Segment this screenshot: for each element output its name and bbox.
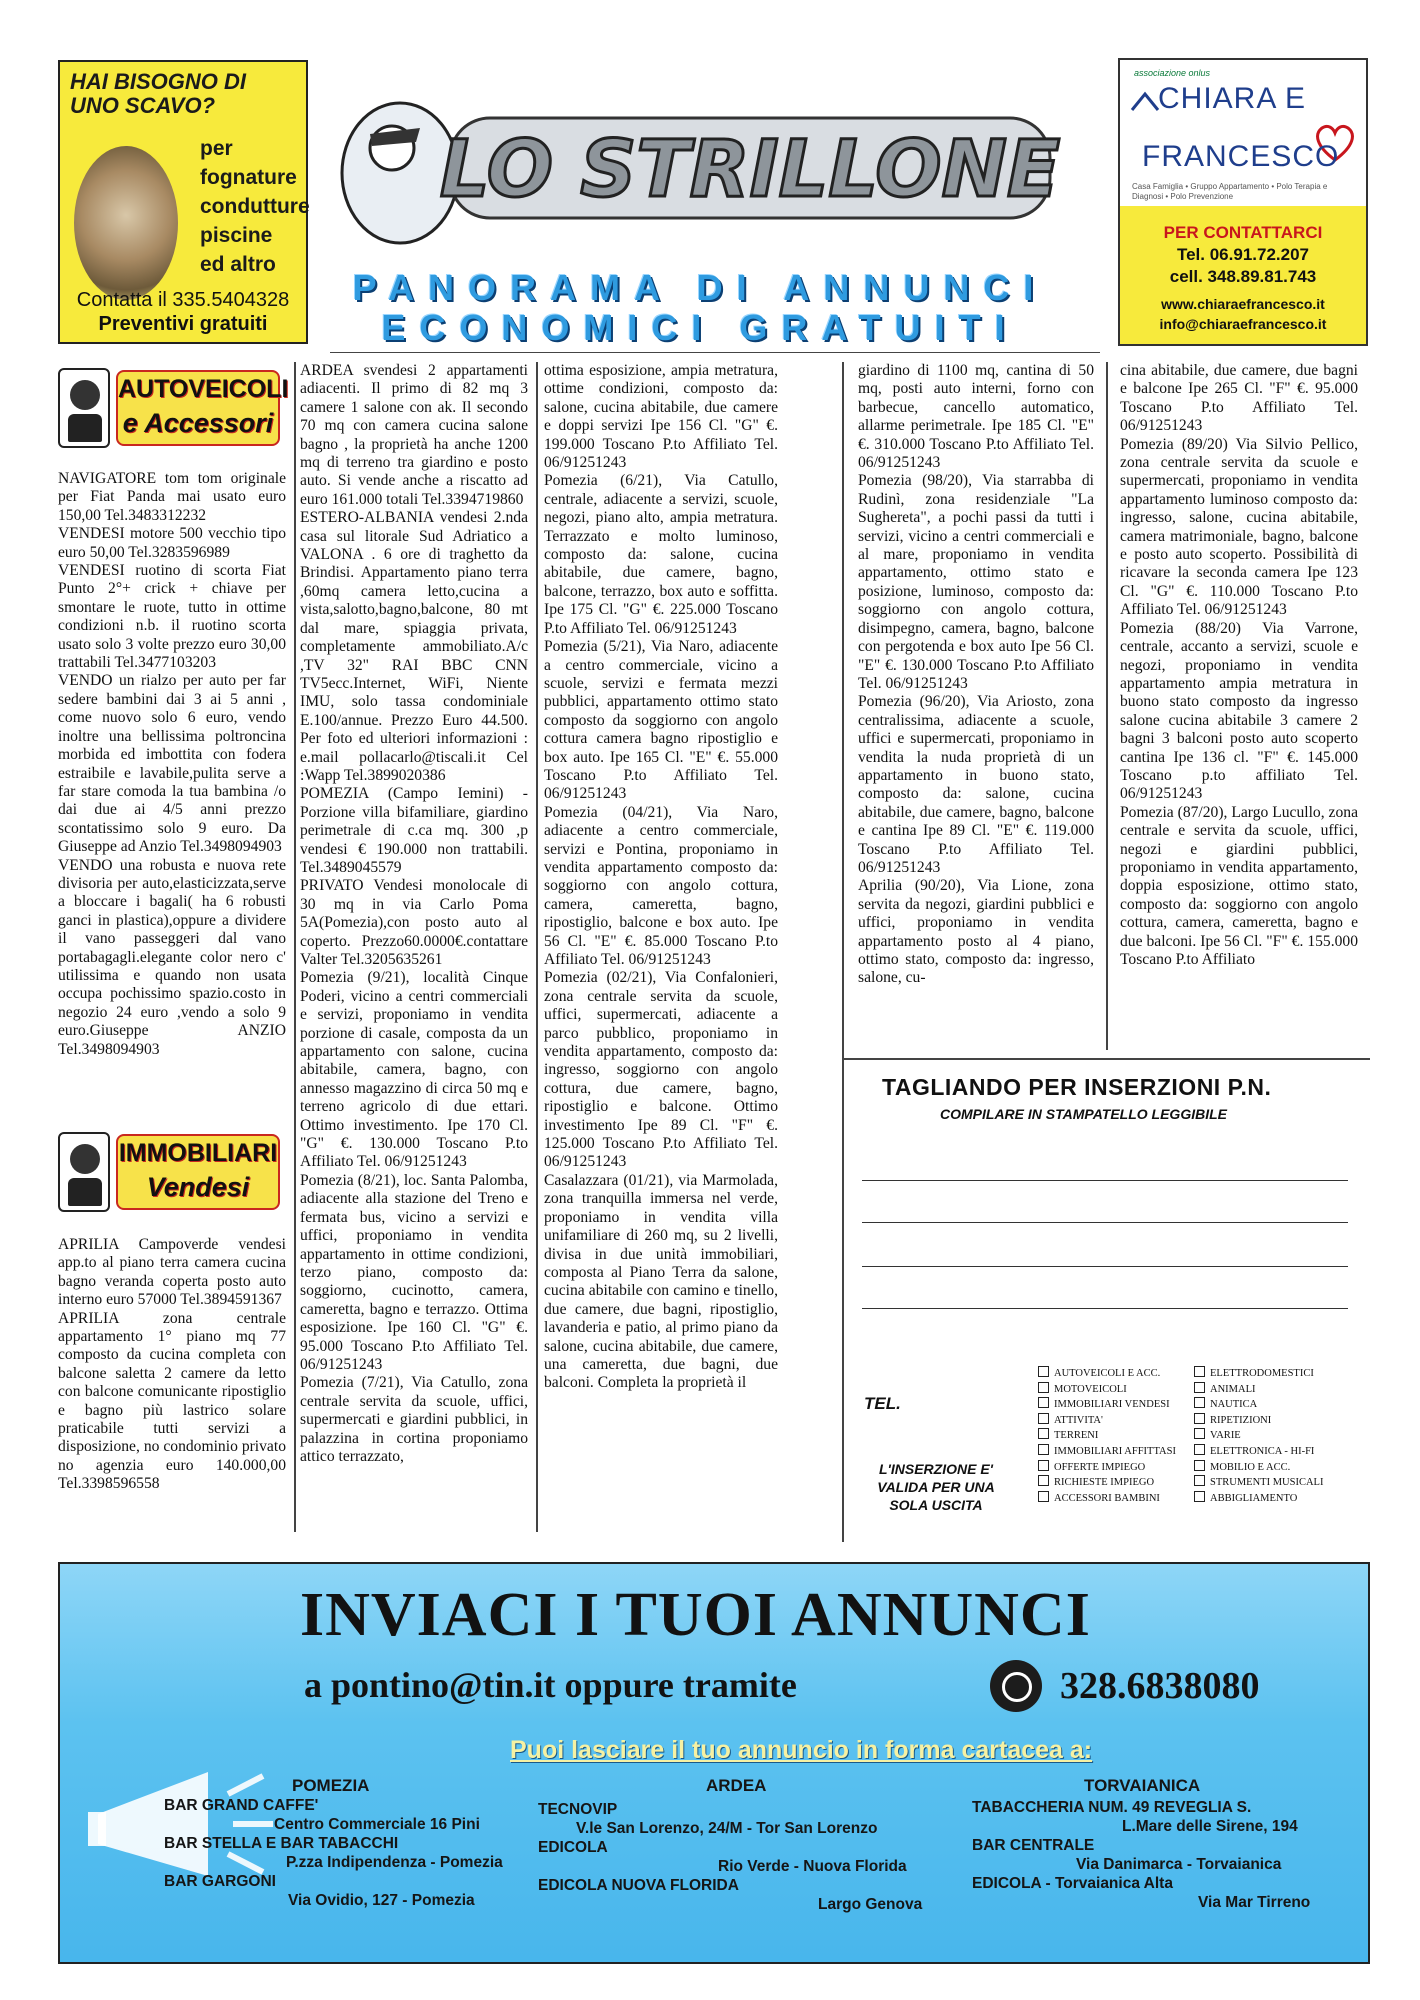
location-line: BAR GARGONI — [164, 1873, 276, 1890]
scavo-use: fognature — [200, 166, 297, 189]
form-write-line[interactable] — [862, 1266, 1348, 1267]
whatsapp-icon — [990, 1660, 1042, 1712]
torvaianica-locations — [972, 1798, 1362, 1912]
form-subtitle: COMPILARE IN STAMPATELLO LEGGIBILE — [940, 1106, 1227, 1122]
category-checkbox[interactable]: ELETTRODOMESTICI — [1194, 1366, 1323, 1382]
banner-line-1: PANORAMA DI ANNUNCI — [352, 267, 1048, 308]
insertion-form[interactable] — [842, 1064, 1370, 1540]
scavo-use: piscine — [200, 224, 273, 247]
scavo-use: per — [200, 137, 233, 160]
category-checkbox[interactable]: AUTOVEICOLI E ACC. — [1038, 1366, 1176, 1382]
category-checkbox[interactable]: IMMOBILIARI AFFITTASI — [1038, 1444, 1176, 1460]
scavo-ad-uses — [200, 134, 310, 279]
logo-text: LO STRILLONE — [439, 125, 1061, 215]
category-checkbox[interactable]: NAUTICA — [1194, 1397, 1323, 1413]
location-line: TABACCHERIA NUM. 49 REVEGLIA S. — [972, 1799, 1252, 1816]
chiara-francesco-logo — [1120, 60, 1366, 206]
ad-name-line-2: FRANCESCO — [1142, 140, 1340, 173]
category-checkbox[interactable]: ATTIVITA' — [1038, 1413, 1176, 1429]
form-categories-right — [1194, 1366, 1323, 1506]
form-categories-left — [1038, 1366, 1176, 1506]
ad-entry: POMEZIA (Campo Iemini) - Porzione villa bifamiliare, giardino perimetrale di c.ca mq. 300 ,p vendesi € 190.000 non trattabili. Tel.3489045579 — [300, 785, 528, 876]
column-2 — [300, 362, 528, 1466]
location-line: BAR STELLA E BAR TABACCHI — [164, 1835, 399, 1852]
form-write-line[interactable] — [862, 1222, 1348, 1223]
location-line: Via Ovidio, 127 - Pomezia — [288, 1892, 475, 1909]
scavo-phone: Contatta il 335.5404328 — [76, 289, 290, 311]
location-line: BAR GRAND CAFFE' — [164, 1797, 319, 1814]
column-1-auto — [58, 470, 286, 1059]
category-checkbox[interactable]: TERRENI — [1038, 1428, 1176, 1444]
scavo-use: condutture — [200, 195, 310, 218]
masthead-banner — [330, 268, 1070, 348]
ad-contact-title: PER CONTATTARCI — [1163, 223, 1323, 242]
section-header-autoveicoli — [58, 364, 289, 452]
house-icon — [1130, 90, 1160, 130]
ad-cell: cell. 348.89.81.743 — [1169, 267, 1317, 286]
section-header-immobiliari — [58, 1128, 282, 1216]
scavo-contact — [60, 288, 306, 336]
section-subtitle: e Accessori — [122, 408, 274, 438]
category-checkbox[interactable]: ANIMALI — [1194, 1382, 1323, 1398]
ad-tagline: associazione onlus — [1134, 68, 1211, 78]
location-line: EDICOLA - Torvaianica Alta — [972, 1875, 1173, 1892]
location-line: Largo Genova — [818, 1896, 923, 1913]
send-ads-banner — [58, 1562, 1370, 1964]
column-5 — [1120, 362, 1358, 969]
scavo-ad[interactable] — [58, 60, 308, 344]
location-line: L.Mare delle Sirene, 194 — [1122, 1818, 1298, 1835]
ad-name-line-1: CHIARA E — [1158, 82, 1307, 115]
banner-headline: INVIACI I TUOI ANNUNCI — [300, 1581, 1091, 1649]
column-4 — [858, 362, 1094, 988]
ad-website[interactable]: www.chiaraefrancesco.it — [1161, 296, 1325, 312]
form-tel-label: TEL. — [864, 1394, 901, 1413]
column-3 — [544, 362, 778, 1393]
ad-entry: APRILIA Campoverde vendesi app.to al piano terra camera cucina bagno veranda coperta posto auto interno euro 57000 Tel.3894591367 — [58, 1236, 286, 1309]
section-title: IMMOBILIARI — [118, 1139, 278, 1167]
column-1-immo — [58, 1236, 286, 1494]
ardea-locations — [538, 1800, 958, 1914]
location-line: Centro Commerciale 16 Pini — [274, 1816, 480, 1833]
section-subtitle: Vendesi — [146, 1172, 250, 1202]
header-divider — [330, 352, 1100, 353]
ad-entry: VENDESI ruotino di scorta Fiat Punto 2°+ crick + chiave per smontare le ruote, tutto in ottime condizioni n.b. il ruotino scorta usato solo 3 volte prezzo euro 30,00 trattabili Tel.3477103203 — [58, 562, 286, 672]
section-title: AUTOVEICOLI — [118, 375, 289, 403]
column-divider — [294, 362, 296, 1532]
ad-entry: PRIVATO Vendesi monolocale di 30 mq in via Carlo Poma 5A(Pomezia),con posto auto al coperto. Prezzo60.0000€.contattare Valter Tel.3205635261 — [300, 877, 528, 968]
city-pomezia: POMEZIA — [292, 1776, 370, 1795]
ad-entry: APRILIA zona centrale appartamento 1° piano mq 77 composto da cucina completa con balcone saletta 2 camere da letto con balcone comunicante ripostiglio e bagno più lastrico solare praticabile tutti servizi a disposizione, no condominio privato no agenzia euro 140.000,00 Tel.3398596558 — [58, 1309, 286, 1493]
category-checkbox[interactable]: ABBIGLIAMENTO — [1194, 1491, 1323, 1507]
scavo-quote: Preventivi gratuiti — [98, 313, 268, 335]
scavo-ad-headline: HAI BISOGNO DI UNO SCAVO? — [70, 69, 247, 118]
location-line: EDICOLA — [538, 1839, 608, 1856]
section-mascot-icon — [58, 1132, 110, 1212]
ad-entry: VENDO un rialzo per auto per far sedere bambini dai 3 ai 5 anni , come nuovo solo 6 euro, vendo inoltre una bellissima poltroncina morbida ed imbottita con fodera estraibile e lavabile,pulita serve a far stare comoda la tua bambina /o dai due ai 4/5 anni prezzo scontatissimo solo 9 euro. Da Giuseppe ad Anzio Tel.3498094903 — [58, 672, 286, 856]
ad-entry: NAVIGATORE tom tom originale per Fiat Panda mai usato euro 150,00 Tel.3483312232 — [58, 470, 286, 524]
banner-line-2: ECONOMICI GRATUITI — [381, 307, 1019, 348]
location-line: EDICOLA NUOVA FLORIDA — [538, 1877, 739, 1894]
ad-entry: giardino di 1100 mq, cantina di 50 mq, posti auto interni, forno con barbecue, cancello automatico, allarme perimetrale. Ipe 185 Cl. "E" €. 310.000 Toscano P.to Affiliato Tel. 06/91251243 — [858, 362, 1094, 472]
ad-entry: Pomezia (8/21), loc. Santa Palomba, adiacente alla stazione del Treno e fermata bus, vicino a servizi e uffici, proponiamo in vendita appartamento in ottime condizioni, terzo piano, composto da: soggiorno, cucinotto, camera, cameretta, bagno e terrazzo. Ottima esposizione. Ipe 160 Cl. "G" €. 95.000 Toscano P.to Affiliato Tel. 06/91251243 — [300, 1171, 528, 1373]
form-write-line[interactable] — [862, 1308, 1348, 1309]
location-line: P.zza Indipendenza - Pomezia — [286, 1854, 503, 1871]
paper-drop-line: Puoi lasciare il tuo annuncio in forma cartacea a: — [510, 1736, 1093, 1764]
ad-entry: Pomezia (9/21), località Cinque Poderi, vicino a centri commerciali e servizi, proponiamo in vendita porzione di casale, composta da un appartamento con salone, cucina abitabile, camera, bagno, con annesso magazzino di circa 50 mq e terreno agricolo di due ettari. Ottimo investimento. Ipe 170 Cl. "G" €. 130.000 Toscano P.to Affiliato Tel. 06/91251243 — [300, 969, 528, 1171]
ad-contacts — [1120, 206, 1366, 334]
ad-entry: Pomezia (96/20), Via Ariosto, zona centralissima, adiacente a scuole, uffici e supermercati, proponiamo in vendita la nuda proprietà di un appartamento in buono stato, composto da: salone, cucina abitabile, due camere, bagno, balcone e cantina Ipe 89 Cl. "E" €. 119.000 Toscano P.to Affiliato Tel. 06/91251243 — [858, 693, 1094, 876]
ad-entry: Pomezia (88/20) Via Varrone, centrale, accanto a servizi, scuole e negozi, proponiamo in vendita appartamento ampia metratura in buono stato composto da ingresso salone cucina abitabile 3 camere 2 bagni 3 balconi posto auto scoperto cantina Ipe 136 cl. "F" €. 145.000 Toscano p.to affiliato Tel. 06/91251243 — [1120, 619, 1358, 803]
column-divider — [1106, 362, 1108, 1050]
category-checkbox[interactable]: MOTOVEICOLI — [1038, 1382, 1176, 1398]
city-torvaianica: TORVAIANICA — [1084, 1776, 1201, 1795]
form-title: TAGLIANDO PER INSERZIONI P.N. — [882, 1074, 1272, 1100]
excavator-photo — [74, 146, 178, 300]
ad-entry: Pomezia (7/21), Via Catullo, zona centrale servita da scuole, uffici, supermercati e giardini pubblici, in palazzina in cortina proponiamo attico terrazzato, — [300, 1374, 528, 1465]
ad-entry: ESTERO-ALBANIA vendesi 2.nda casa sul litorale Sud Adriatico a VALONA . 6 ore di traghetto da Brindisi. Appartamento piano terra ,60mq camera letto,cucina a vista,salotto,bagno,balcone, 80 mt dal mare, spiaggia privata, completamente ammobiliato.A/c ,TV 32" RAI BBC CNN TV5ecc.Internet, WiFi, Niente IMU, solo tassa condominiale E.100/annue. Prezzo Euro 44.500. Per foto ed ulteriori informazioni : e.mail pollacarlo@tiscali.it Cel :Wapp Tel.3899020386 — [300, 509, 528, 784]
ad-entry: Pomezia (98/20), Via starrabba di Rudinì, zona residenziale "La Sughereta", a pochi passi da tutti i servizi, vicino a centri commerciali e al mare, proponiamo in vendita appartamento, ottimo stato e posizione, luminoso, composto da: soggiorno con angolo cottura, disimpegno, camera, bagno, balcone con pergotenda e box auto Ipe 56 Cl. "E" €. 130.000 Toscano P.to Affiliato Tel. 06/91251243 — [858, 472, 1094, 692]
form-write-line[interactable] — [862, 1180, 1348, 1181]
section-label — [116, 370, 289, 446]
column-divider — [536, 362, 538, 1532]
location-line: V.le San Lorenzo, 24/M - Tor San Lorenzo — [576, 1820, 878, 1837]
form-note: L'INSERZIONE E' VALIDA PER UNA SOLA USCITA — [877, 1461, 995, 1513]
ad-sub: Casa Famiglia • Gruppo Appartamento • Polo Terapia e Diagnosi • Polo Prevenzione — [1132, 182, 1328, 201]
banner-email-line[interactable]: a pontino@tin.it oppure tramite — [304, 1665, 797, 1705]
category-checkbox[interactable]: IMMOBILIARI VENDESI — [1038, 1397, 1176, 1413]
whatsapp-number[interactable]: 328.6838080 — [1060, 1665, 1260, 1707]
section-label — [116, 1134, 280, 1210]
ad-entry: VENDESI motore 500 vecchio tipo euro 50,00 Tel.3283596989 — [58, 525, 286, 561]
ad-entry: Pomezia (87/20), Largo Lucullo, zona centrale e servita da scuole, uffici, negozi e giardini pubblici, proponiamo in vendita appartamento, doppia esposizione, ottimo stato, composto da: soggiorno con angolo cottura, camera, cameretta, bagno e due balconi. Ipe 56 Cl. "F" €. 155.000 Toscano P.to Affiliato — [1120, 803, 1358, 968]
location-line: Via Mar Tirreno — [1198, 1894, 1311, 1911]
location-line: TECNOVIP — [538, 1801, 618, 1818]
ad-tel: Tel. 06.91.72.207 — [1176, 245, 1309, 264]
ad-entry: Pomezia (89/20) Via Silvio Pellico, zona centrale servita da scuole e supermercati, proponiamo in vendita appartamento luminoso composto da: ingresso, salone, cucina abitabile, camera matrimoniale, bagno, balcone e posto auto scoperto. Possibilità di ricavare la seconda camera Ipe 123 Cl. "G" €. 110.000 Toscano P.to Affiliato Tel. 06/91251243 — [1120, 435, 1358, 619]
category-checkbox[interactable]: RIPETIZIONI — [1194, 1413, 1323, 1429]
ad-entry: Pomezia (04/21), Via Naro, adiacente a centro commerciale, servizi e Pontina, proponiamo in vendita appartamento composto da: soggiorno con angolo cottura, camera, cameretta, bagno, ripostiglio, balcone e box auto. Ipe 56 Cl. "E" €. 85.000 Toscano P.to Affiliato Tel. 06/91251243 — [544, 803, 778, 968]
category-checkbox[interactable]: ELETTRONICA - HI-FI — [1194, 1444, 1323, 1460]
ad-entry: ARDEA svendesi 2 appartamenti adiacenti. Il primo di 82 mq 3 camere 1 salone con ak. Il secondo 70 mq con camera cucina salone bagno , la proprietà ha anche 1200 mq di terreno tra giardino e posto auto. Si vende anche a riscatto ad euro 161.000 totali Tel.3394719860 — [300, 362, 528, 508]
section-mascot-icon — [58, 368, 110, 448]
scavo-use: ed altro — [200, 253, 276, 276]
category-checkbox[interactable]: ACCESSORI BAMBINI — [1038, 1491, 1176, 1507]
chiara-francesco-ad[interactable] — [1118, 58, 1368, 346]
ad-entry: ottima esposizione, ampia metratura, ottime condizioni, composto da: salone, cucina abitabile, due camere e doppi servizi Ipe 156 Cl. "G" €. 199.000 Toscano P.to Affiliato Tel. 06/91251243 — [544, 362, 778, 472]
ad-entry: Pomezia (02/21), Via Confalonieri, zona centrale servita da scuole, uffici, supermercati, adiacente a parco pubblico, proponiamo in vendita appartamento, composto da: ingresso, soggiorno con angolo cottura, due camere, bagno, ripostiglio e balcone. Ottimo investimento Ipe 89 Cl. "F" €. 125.000 Toscano P.to Affiliato Tel. 06/91251243 — [544, 969, 778, 1171]
category-checkbox[interactable]: RICHIESTE IMPIEGO — [1038, 1475, 1176, 1491]
pomezia-locations — [164, 1796, 503, 1910]
category-checkbox[interactable]: VARIE — [1194, 1428, 1323, 1444]
ad-entry: Aprilia (90/20), Via Lione, zona servita da negozi, giardini pubblici e uffici, proponiamo in vendita appartamento posto al 4 piano, ottimo stato, composto da: ingresso, salone, cu- — [858, 877, 1094, 987]
ad-entry: Casalazzara (01/21), via Marmolada, zona tranquilla immersa nel verde, proponiamo in vendita villa unifamiliare di 260 mq, su 2 livelli, divisa in due unità immobiliari, composta al Piano Terra da salone, cucina abitabile con camino e tinello, due camere, due bagni, ripostiglio, lavanderia e patio, al primo piano da salone, cucina abitabile, due camere, una cameretta, due bagni, due balconi. Completa la proprietà il — [544, 1171, 778, 1392]
ad-entry: Pomezia (6/21), Via Catullo, centrale, adiacente a servizi, scuole, negozi, piano alto, ampia metratura. Terrazzato e molto luminoso, composto da: salone, cucina abitabile, due camere, bagno, balcone, terrazzo, box auto e soffitta. Ipe 175 Cl. "G" €. 225.000 Toscano P.to Affiliato Tel. 06/91251243 — [544, 472, 778, 637]
ad-email[interactable]: info@chiaraefrancesco.it — [1159, 316, 1327, 332]
form-top-rule — [842, 1058, 1370, 1060]
ad-entry: Pomezia (5/21), Via Naro, adiacente a centro commerciale, vicino a scuole, servizi e fermata mezzi pubblici, appartamento ottimo stato composto da soggiorno con angolo cottura camera bagno ripostiglio e box auto. Ipe 165 Cl. "E" €. 55.000 Toscano P.to Affiliato Tel. 06/91251243 — [544, 638, 778, 803]
city-ardea: ARDEA — [706, 1776, 767, 1795]
location-line: Via Danimarca - Torvaianica — [1076, 1856, 1282, 1873]
category-checkbox[interactable]: OFFERTE IMPIEGO — [1038, 1460, 1176, 1476]
ad-entry: VENDO una robusta e nuova rete divisoria per auto,elasticizzata,serve a bloccare i bagali( ha 6 robusti ganci in plastica),oppure a dividere il vano passeggeri dal vano portabagagli.elegante color nero c' utilissima e quando non usata occupa pochissimo spazio.costo in negozio 24 euro ,vendo a solo 9 euro.Giuseppe ANZIO Tel.3498094903 — [58, 856, 286, 1058]
category-checkbox[interactable]: MOBILIO E ACC. — [1194, 1460, 1323, 1476]
location-line: BAR CENTRALE — [972, 1837, 1095, 1854]
masthead-logo — [330, 88, 1070, 258]
location-line: Rio Verde - Nuova Florida — [718, 1858, 907, 1875]
category-checkbox[interactable]: STRUMENTI MUSICALI — [1194, 1475, 1323, 1491]
ad-entry: cina abitabile, due camere, due bagni e balcone Ipe 265 Cl. "F" €. 95.000 Toscano P.to Affiliato Tel. 06/91251243 — [1120, 362, 1358, 435]
